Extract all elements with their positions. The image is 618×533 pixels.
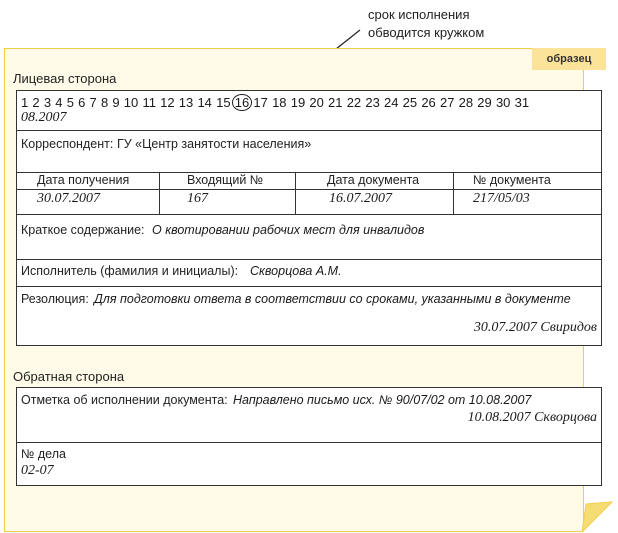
day-number: 24 <box>384 95 399 110</box>
day-number: 29 <box>477 95 492 110</box>
callout-line-2: обводится кружком <box>368 25 485 40</box>
day-number: 22 <box>346 95 362 110</box>
execution-value: Направлено письмо исх. № 90/07/02 от 10.08.2007 <box>233 393 532 407</box>
correspondent-label: Корреспондент: <box>21 137 114 151</box>
day-number: 14 <box>197 95 212 110</box>
value-incoming-number: 167 <box>187 191 208 206</box>
header-date-received: Дата получения <box>37 173 130 187</box>
case-label: № дела <box>21 447 66 461</box>
front-side-label: Лицевая сторона <box>13 71 117 86</box>
deadline-month-year: 08.2007 <box>21 110 67 125</box>
back-side-label: Обратная сторона <box>13 369 125 384</box>
day-number: 1 <box>21 95 29 110</box>
correspondent-value: ГУ «Центр занятости населения» <box>117 137 312 151</box>
day-number: 6 <box>78 95 86 110</box>
resolution-label: Резолюция: <box>21 292 89 306</box>
value-document-number: 217/05/03 <box>473 191 530 206</box>
execution-signature: 10.08.2007 Скворцова <box>467 410 597 425</box>
table-value-row <box>17 189 601 214</box>
resolution-value: Для подготовки ответа в соответствии со сроками, указанными в документе <box>94 292 571 306</box>
days-strip <box>21 94 533 111</box>
executor-value: Скворцова А.М. <box>250 264 342 278</box>
day-number: 13 <box>178 95 194 110</box>
summary-row <box>17 214 601 260</box>
day-number: 23 <box>365 95 380 110</box>
execution-label: Отметка об исполнении документа: <box>21 393 228 407</box>
sample-tag: образец <box>532 48 606 70</box>
day-number: 12 <box>160 95 175 110</box>
day-number: 31 <box>514 95 530 110</box>
case-value: 02-07 <box>21 463 54 478</box>
day-number: 5 <box>66 95 74 110</box>
back-card <box>16 387 602 486</box>
day-number: 27 <box>439 95 455 110</box>
circled-deadline-day: 16 <box>232 94 252 111</box>
day-number: 20 <box>309 95 324 110</box>
value-date-received: 30.07.2007 <box>37 191 100 206</box>
executor-row <box>17 259 601 287</box>
day-number: 9 <box>112 95 120 110</box>
day-number: 15 <box>216 95 231 110</box>
day-number: 17 <box>253 95 268 110</box>
resolution-row <box>17 286 601 345</box>
header-document-number: № документа <box>473 173 551 187</box>
deadline-row <box>17 91 601 131</box>
summary-label: Краткое содержание: <box>21 223 145 237</box>
header-document-date: Дата документа <box>327 173 420 187</box>
callout-line-1: срок исполнения <box>368 7 470 22</box>
page-curl-icon <box>582 498 618 533</box>
day-number: 4 <box>55 95 63 110</box>
day-number: 3 <box>43 95 52 110</box>
day-number: 19 <box>290 95 306 110</box>
day-number: 26 <box>421 95 436 110</box>
day-number: 11 <box>142 95 156 110</box>
day-number: 30 <box>495 95 511 110</box>
header-incoming-number: Входящий № <box>187 173 264 187</box>
day-number: 2 <box>32 95 40 110</box>
registration-table <box>17 172 601 215</box>
value-document-date: 16.07.2007 <box>329 191 392 206</box>
day-number: 28 <box>458 95 474 110</box>
day-number: 25 <box>402 95 418 110</box>
summary-value: О квотировании рабочих мест для инвалидов <box>152 223 425 237</box>
day-number: 10 <box>123 95 139 110</box>
day-number: 7 <box>89 95 97 110</box>
day-number: 21 <box>328 95 343 110</box>
day-number: 18 <box>272 95 287 110</box>
executor-label: Исполнитель (фамилия и инициалы): <box>21 264 239 278</box>
day-number: 8 <box>100 95 109 110</box>
table-header-row <box>17 172 601 190</box>
execution-row <box>17 388 601 443</box>
case-row <box>17 442 601 485</box>
correspondent-row <box>17 130 601 173</box>
resolution-signature: 30.07.2007 Свиридов <box>473 320 597 335</box>
front-card <box>16 90 602 346</box>
